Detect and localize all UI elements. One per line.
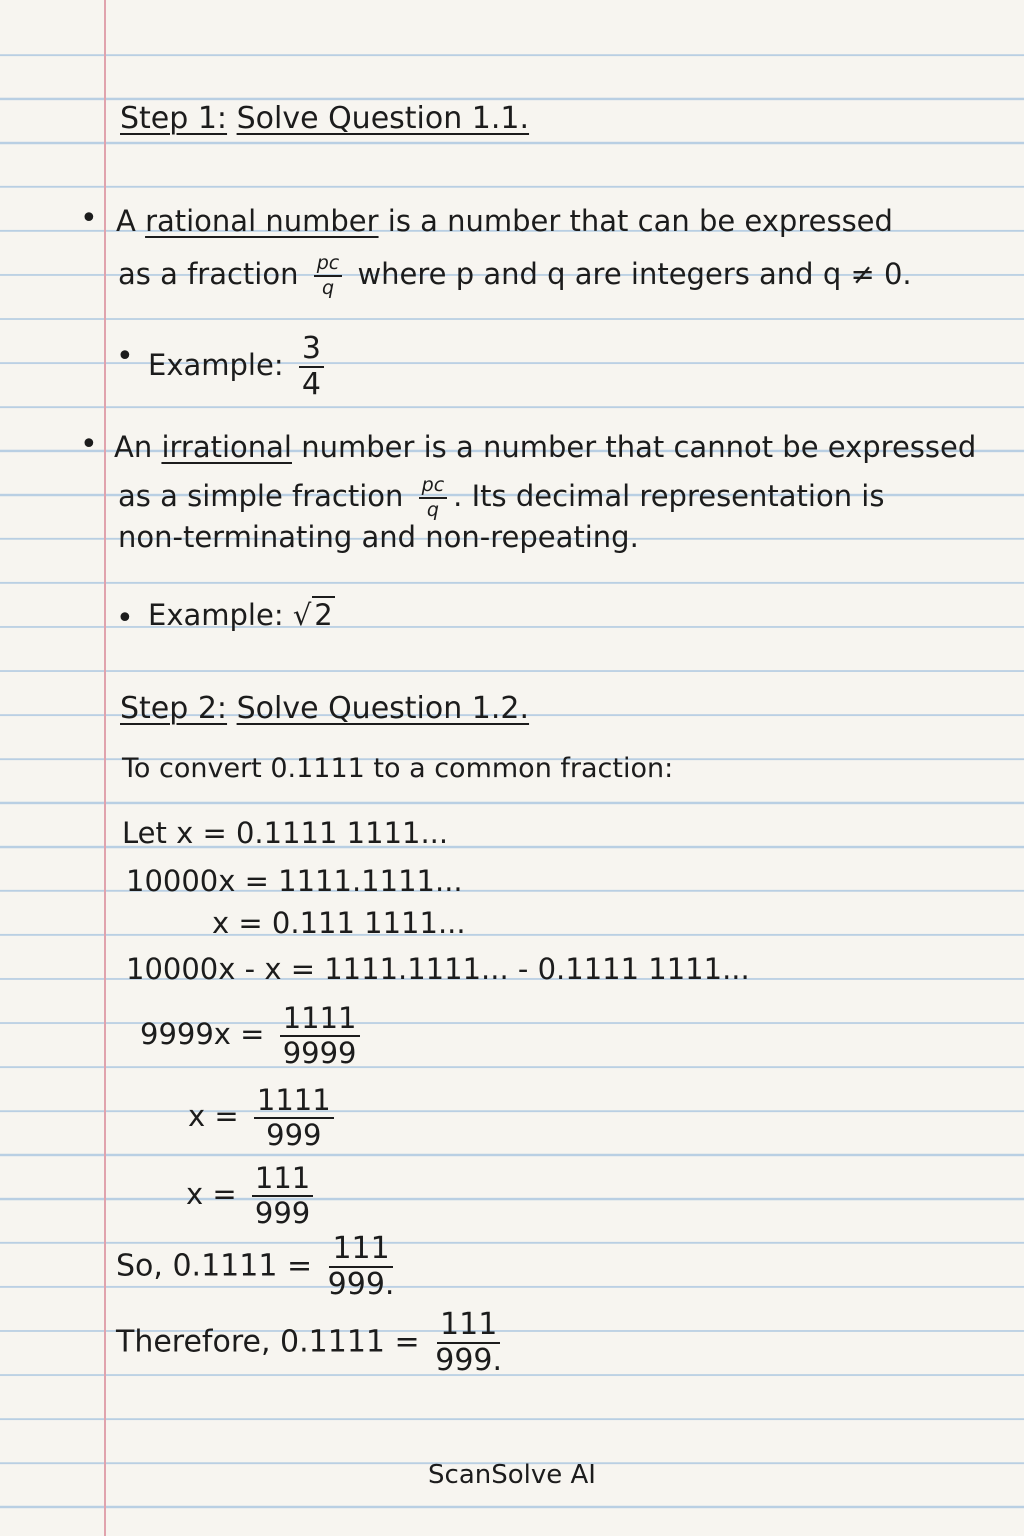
fraction-denominator: 999 xyxy=(266,1118,322,1152)
example-fraction xyxy=(299,331,324,402)
therefore-line xyxy=(116,1307,508,1378)
fraction-denominator: 4 xyxy=(301,367,321,402)
fraction-numerator: 111 xyxy=(329,1234,392,1268)
irrational-line2-pre: as a simple fraction xyxy=(118,479,404,513)
fraction-numerator: 111 xyxy=(437,1310,500,1344)
bullet-dot: • xyxy=(80,427,98,462)
fraction-numerator: pc xyxy=(314,254,343,277)
fraction-denominator: 999. xyxy=(435,1343,503,1378)
square-root xyxy=(293,598,335,632)
irrational-line3: non-terminating and non-repeating. xyxy=(118,520,639,554)
fraction xyxy=(435,1307,503,1378)
equation-line-6 xyxy=(188,1083,340,1152)
step1-title: Solve Question 1.1. xyxy=(236,101,530,136)
fraction-numerator: pc xyxy=(419,476,448,499)
rational-line2-pre: as a fraction xyxy=(118,257,299,291)
fraction-denominator: 999. xyxy=(327,1267,395,1302)
so-line xyxy=(116,1231,400,1302)
step1-label: Step 1: xyxy=(120,101,228,136)
fraction-pq xyxy=(314,254,343,298)
equation-line-3: x = 0.111 1111... xyxy=(212,906,466,940)
irrational-term: irrational xyxy=(161,430,292,464)
step2-intro: To convert 0.1111 to a common fraction: xyxy=(122,753,674,784)
fraction xyxy=(252,1161,313,1230)
fraction-numerator: 111 xyxy=(252,1164,313,1197)
sub-bullet-dot: • xyxy=(116,339,134,374)
fraction xyxy=(280,1001,360,1070)
rational-term: rational number xyxy=(145,204,379,238)
sub-bullet-dot: • xyxy=(116,601,134,636)
step2-title: Solve Question 1.2. xyxy=(236,691,530,726)
irrational-line1 xyxy=(114,430,976,464)
word: A xyxy=(116,204,136,238)
equation-line-5 xyxy=(140,1001,366,1070)
fraction-denominator: 999 xyxy=(254,1196,311,1230)
irrational-line1-text: number is a number that cannot be expressed xyxy=(301,430,977,464)
fraction-denominator: 9999 xyxy=(282,1036,357,1070)
fraction xyxy=(327,1231,395,1302)
rational-line1-text: is a number that can be expressed xyxy=(387,204,893,238)
fraction-denominator: q xyxy=(426,499,439,521)
equation-line-7 xyxy=(186,1161,319,1230)
fraction-numerator: 1111 xyxy=(254,1086,334,1119)
radical-sign: √ xyxy=(292,598,312,632)
irrational-example xyxy=(148,598,335,632)
equation-left: x = xyxy=(188,1099,239,1133)
equation-line-1: Let x = 0.1111 1111... xyxy=(122,816,449,850)
irrational-line2-post: . Its decimal representation is xyxy=(453,479,885,513)
equation-left: 9999x = xyxy=(140,1017,265,1051)
example-label: Example: xyxy=(148,348,284,382)
rational-line1 xyxy=(116,204,893,238)
rational-example xyxy=(148,331,330,402)
word: An xyxy=(114,430,153,464)
example-label: Example: xyxy=(148,598,284,632)
fraction-numerator: 1111 xyxy=(280,1004,360,1037)
equation-left: So, 0.1111 = xyxy=(116,1248,313,1284)
fraction-denominator: q xyxy=(321,277,334,299)
equation-line-4: 10000x - x = 1111.1111... - 0.1111 1111... xyxy=(126,952,750,986)
rational-line2 xyxy=(118,254,912,298)
bullet-dot: • xyxy=(80,201,98,236)
equation-left: x = xyxy=(186,1177,237,1211)
step1-heading xyxy=(120,102,529,136)
equation-left: Therefore, 0.1111 = xyxy=(116,1324,420,1360)
radicand: 2 xyxy=(314,598,333,632)
step2-heading xyxy=(120,692,529,726)
rational-line2-post: where p and q are integers and q ≠ 0. xyxy=(357,257,912,291)
irrational-line2 xyxy=(118,476,884,520)
fraction-numerator: 3 xyxy=(299,334,324,368)
notebook-margin-line xyxy=(104,0,106,1536)
step2-label: Step 2: xyxy=(120,691,228,726)
fraction xyxy=(254,1083,334,1152)
fraction-pq xyxy=(419,476,448,520)
equation-line-2: 10000x = 1111.1111... xyxy=(126,864,463,898)
footer-brand: ScanSolve AI xyxy=(428,1460,596,1490)
